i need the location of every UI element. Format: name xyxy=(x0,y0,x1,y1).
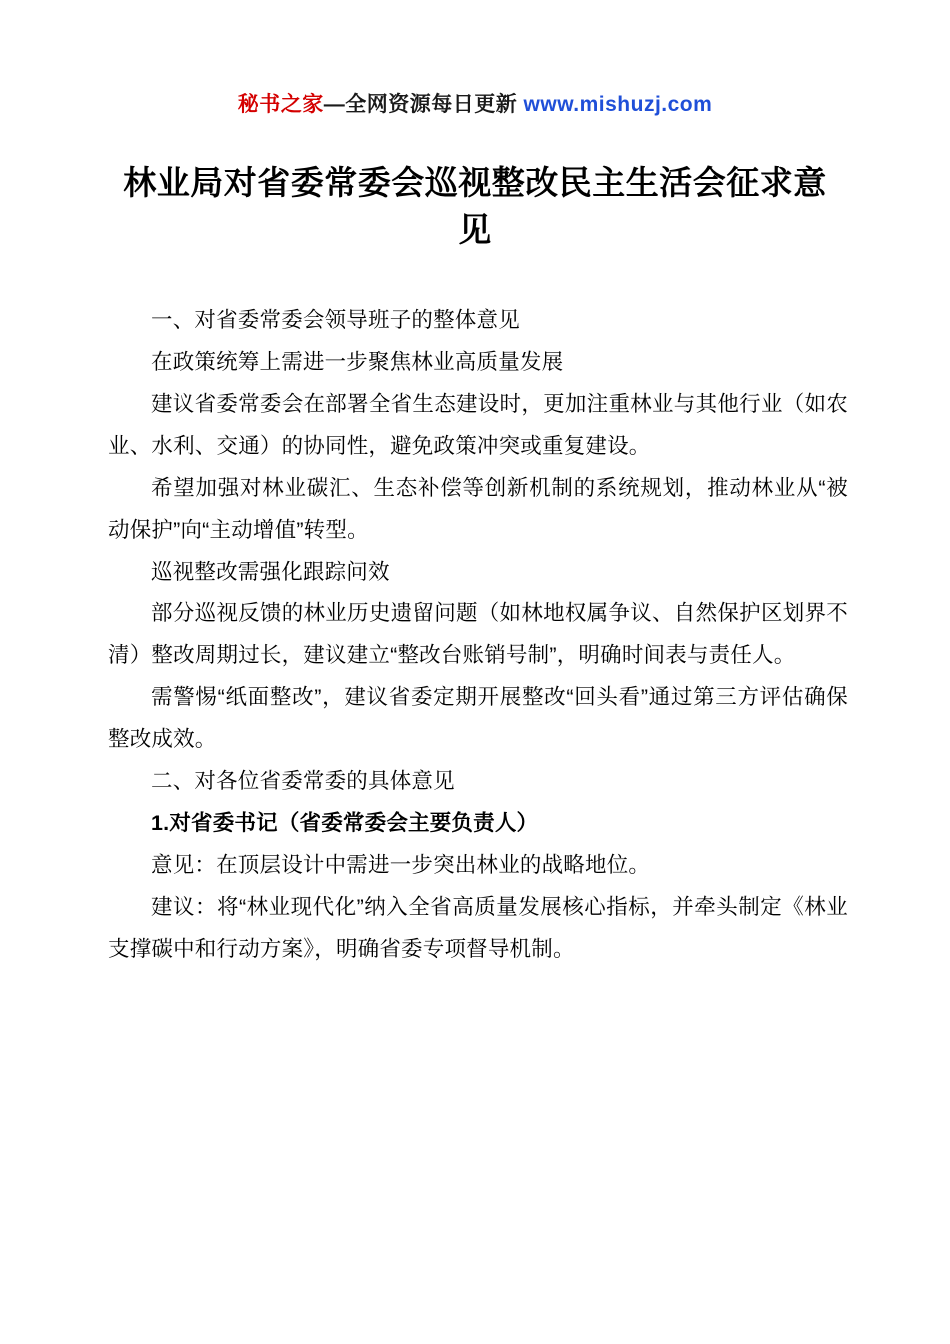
site-watermark-header xyxy=(0,88,950,118)
paragraph: 意见：在顶层设计中需进一步突出林业的战略地位。 xyxy=(151,852,651,877)
paragraph: 希望加强对林业碳汇、生态补偿等创新机制的系统规划，推动林业从“被动保护”向“主动增值”转型。 xyxy=(108,475,848,542)
document-body xyxy=(108,300,848,971)
paragraph: 在政策统筹上需进一步聚焦林业高质量发展 xyxy=(151,349,564,374)
paragraph: 一、对省委常委会领导班子的整体意见 xyxy=(151,308,520,332)
paragraph: 需警惕“纸面整改”，建议省委定期开展整改“回头看”通过第三方评估确保整改成效。 xyxy=(108,685,848,752)
site-tagline-text: —全网资源每日更新 xyxy=(323,93,524,116)
page-title: 林业局对省委常委会巡视整改民主生活会征求意见 xyxy=(123,164,827,248)
paragraph: 建议省委常委会在部署全省生态建设时，更加注重林业与其他行业（如农业、水利、交通）的协同性，避免政策冲突或重复建设。 xyxy=(108,391,848,458)
site-brand-text: 秘书之家 xyxy=(237,92,324,116)
paragraph: 巡视整改需强化跟踪问效 xyxy=(151,559,390,584)
site-url-link[interactable]: www.mishuzj.com xyxy=(523,93,713,116)
paragraph: 建议：将“林业现代化”纳入全省高质量发展核心指标，并牵头制定《林业支撑碳中和行动方案》，明确省委专项督导机制。 xyxy=(108,894,848,961)
paragraph: 部分巡视反馈的林业历史遗留问题（如林地权属争议、自然保护区划界不清）整改周期过长，建议建立“整改台账销号制”，明确时间表与责任人。 xyxy=(108,601,848,668)
paragraph-heading: 1.对省委书记（省委常委会主要负责人） xyxy=(151,811,539,836)
paragraph: 二、对各位省委常委的具体意见 xyxy=(151,769,455,794)
